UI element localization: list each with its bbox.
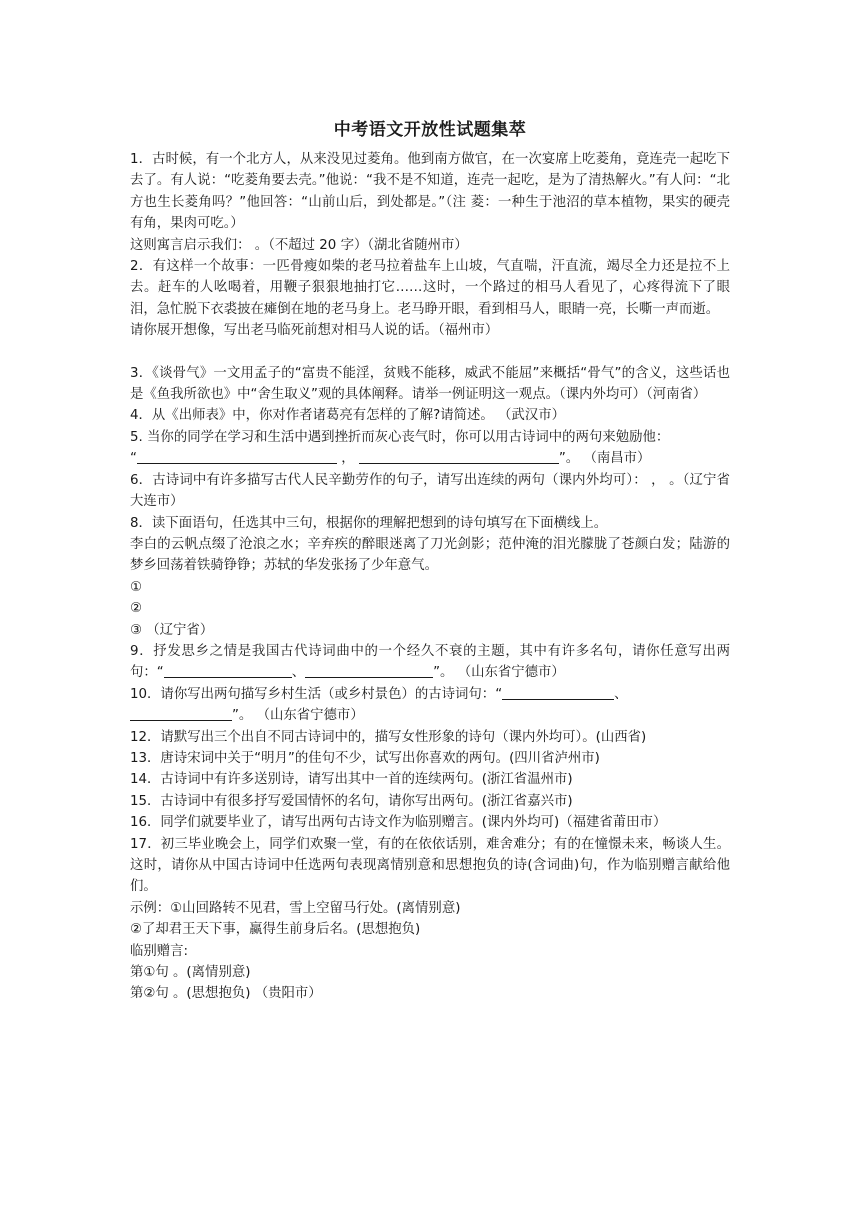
answer-blank-6 — [130, 706, 232, 721]
question-6: 6．古诗词中有许多描写古代人民辛勤劳作的句子，请写出连续的两句（课内外均可）： ， 。（辽宁省大连市） — [130, 472, 730, 510]
question-10-separator: 、 — [614, 686, 628, 702]
answer-blank-4 — [305, 663, 433, 678]
question-5-text: 5. 当你的同学在学习和生活中遇到挫折而灰心丧气时，你可以用古诗词中的两句来勉励他： — [130, 429, 670, 445]
question-9 — [130, 641, 730, 684]
answer-blank-2 — [359, 449, 559, 464]
question-5-open-quote: “ — [130, 451, 137, 467]
question-10-text: 10．请你写出两句描写乡村生活（或乡村景色）的古诗词句：“ — [130, 686, 503, 702]
question-5-close: ”。 （南昌市） — [558, 451, 651, 467]
question-4: 4．从《出师表》中，你对作者诸葛亮有怎样的了解?请简述。 （武汉市） — [130, 408, 565, 424]
question-13: 13．唐诗宋词中关于“明月”的佳句不少，试写出你喜欢的两句。(四川省泸州市) — [130, 750, 600, 766]
question-8-item-3: ③ （辽宁省） — [130, 622, 214, 638]
answer-blank-3 — [164, 663, 292, 678]
question-8-item-1: ① — [130, 579, 143, 595]
question-5 — [130, 427, 730, 470]
question-8-item-2: ② — [130, 601, 143, 617]
question-17-text: 17．初三毕业晚会上，同学们欢聚一堂，有的在依依话别，难舍难分；有的在憧憬未来，畅谈人生。这时，请你从中国古诗词中任选两句表现离情别意和思想抱负的诗(含词曲)句，作为临别赠言献给他们。 — [130, 836, 730, 895]
question-10 — [130, 684, 730, 727]
question-2-text: 2．有这样一个故事：一匹骨瘦如柴的老马拉着盐车上山坡，气直喘，汗直流，竭尽全力还是拉不上去。赶车的人吆喝着，用鞭子狠狠地抽打它……这时，一个路过的相马人看见了，心疼得流下了眼泪，急忙脱下衣裘披在瘫倒在地的老马身上。老马睁开眼，看到相马人，眼睛一亮，长嘶一声而逝。 — [130, 259, 730, 317]
question-17-example-1: 示例：①山回路转不见君，雪上空留马行处。(离情别意) — [130, 900, 461, 916]
blank-line — [130, 342, 730, 363]
question-8-text: 8．读下面语句，任选其中三句，根据你的理解把想到的诗句填写在下面横线上。 — [130, 515, 608, 531]
question-17-line-1: 第①句 。(离情别意) — [130, 965, 251, 981]
question-9-close: ”。 （山东省宁德市） — [433, 665, 565, 681]
question-2-prompt: 请你展开想像，写出老马临死前想对相马人说的话。（福州市） — [130, 323, 499, 339]
question-9-separator: 、 — [291, 665, 306, 681]
question-10-close: ”。 （山东省宁德市） — [232, 708, 364, 724]
question-3: 3．《谈骨气》一文用孟子的“富贵不能淫，贫贱不能移，威武不能屈”来概括“骨气”的含义，这些话也是《鱼我所欲也》中“舍生取义”观的具体阐释。请举一例证明这一观点。（课内外均可）（河南省） — [130, 365, 730, 403]
question-16: 16．同学们就要毕业了，请写出两句古诗文作为临别赠言。(课内外均可)（福建省莆田市） — [130, 815, 667, 831]
question-1-prompt: 这则寓言启示我们： 。（不超过 20 字）（湖北省随州市） — [130, 237, 468, 253]
question-14: 14．古诗词中有许多送别诗，请写出其中一首的连续两句。(浙江省温州市) — [130, 772, 573, 788]
page-title: 中考语文开放性试题集萃 — [333, 120, 527, 140]
question-12: 12．请默写出三个出自不同古诗词中的，描写女性形象的诗句（课内外均可）。(山西省) — [130, 729, 647, 745]
question-17-example-2: ②了却君王天下事，赢得生前身后名。(思想抱负) — [130, 922, 421, 938]
question-8-quote: 李白的云帆点缀了沧浪之水；辛弃疾的醉眼迷离了刀光剑影；范仲淹的泪光朦胧了苍颜白发；陆游的梦乡回荡着铁骑铮铮；苏轼的华发张扬了少年意气。 — [130, 536, 730, 574]
question-17-line-2: 第②句 。(思想抱负) （贵阳市） — [130, 986, 322, 1002]
question-1-text: 1．古时候，有一个北方人，从来没见过菱角。他到南方做官，在一次宴席上吃菱角，竟连壳一起吃下去了。有人说：“吃菱角要去壳。”他说：“我不是不知道，连壳一起吃，是为了清热解火。”有人问：“北方也生长菱角吗？”他回答：“山前山后，到处都是。”（注 菱：一种生于池沼的草本植物，果实的硬壳有角，果肉可吃。） — [130, 152, 730, 232]
question-5-separator: ， — [341, 451, 355, 467]
question-15: 15．古诗词中有很多抒写爱国情怀的名句，请你写出两句。(浙江省嘉兴市) — [130, 793, 573, 809]
question-17-label: 临别赠言: — [130, 943, 189, 959]
question-9-text: 9．抒发思乡之情是我国古代诗词曲中的一个经久不衰的主题，其中有许多名句，请你任意写出两句：“ — [130, 643, 730, 681]
answer-blank-1 — [137, 449, 337, 464]
document-page — [130, 118, 730, 1005]
answer-blank-5 — [502, 685, 614, 700]
